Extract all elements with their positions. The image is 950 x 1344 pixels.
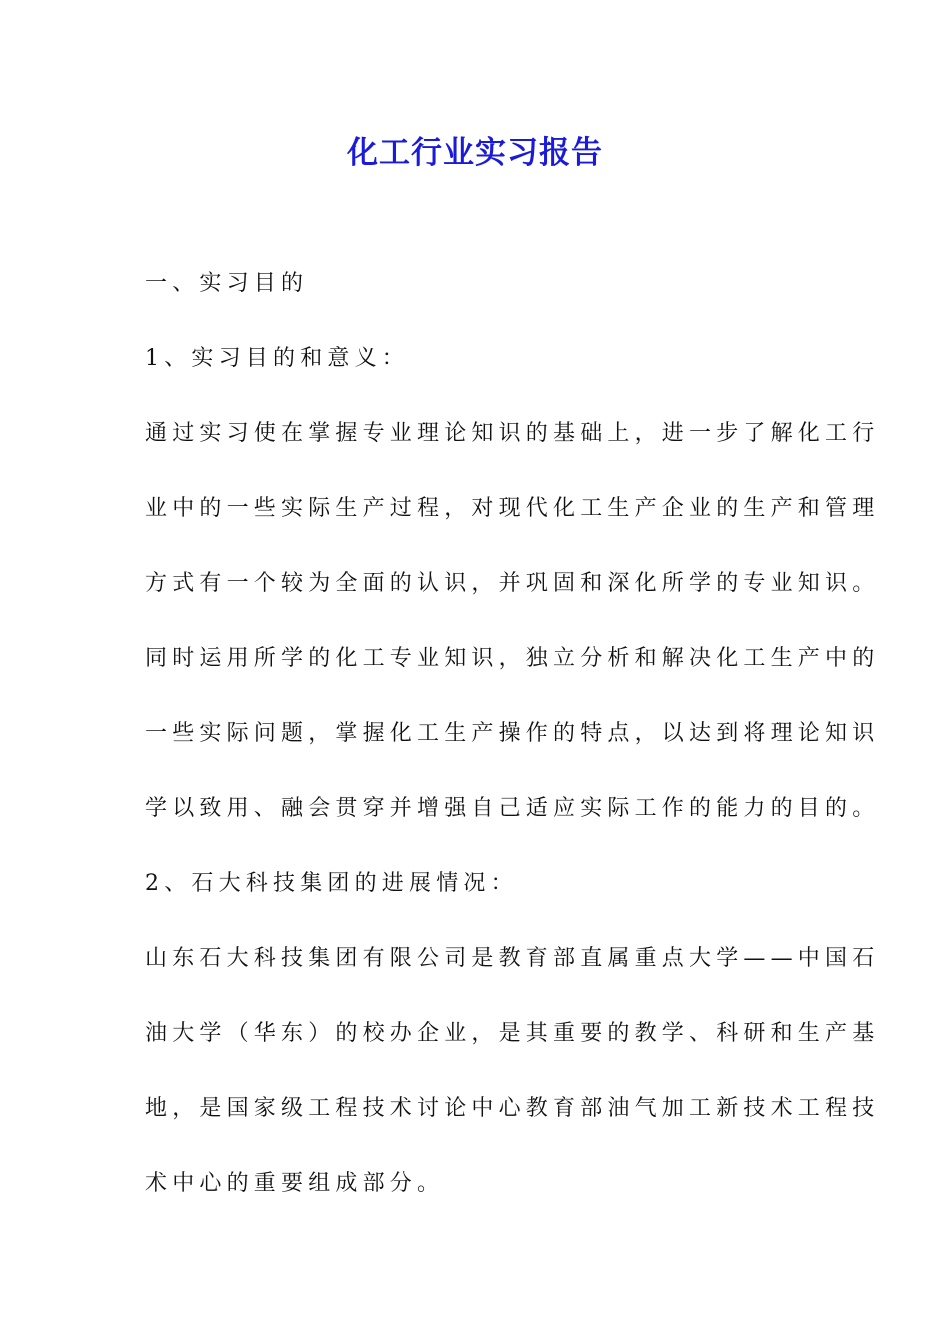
document-title: 化工行业实习报告 [347, 135, 603, 171]
paragraph-line: 山东石大科技集团有限公司是教育部直属重点大学——中国石 [145, 946, 880, 971]
paragraph-line: 一些实际问题，掌握化工生产操作的特点，以达到将理论知识 [145, 721, 880, 746]
paragraph-line: 术中心的重要组成部分。 [145, 1171, 445, 1196]
paragraph-line: 同时运用所学的化工专业知识，独立分析和解决化工生产中的 [145, 646, 880, 671]
subsection-heading: 2、石大科技集团的进展情况： [145, 871, 518, 896]
paragraph-line: 学以致用、融会贯穿并增强自己适应实际工作的能力的目的。 [145, 796, 880, 821]
section-heading: 一、实习目的 [145, 271, 309, 296]
subsection-heading: 1、实习目的和意义： [145, 346, 409, 371]
paragraph-line: 业中的一些实际生产过程，对现代化工生产企业的生产和管理 [145, 496, 880, 521]
paragraph-line: 油大学（华东）的校办企业，是其重要的教学、科研和生产基 [145, 1021, 880, 1046]
paragraph-line: 地，是国家级工程技术讨论中心教育部油气加工新技术工程技 [145, 1096, 880, 1121]
paragraph-line: 方式有一个较为全面的认识，并巩固和深化所学的专业知识。 [145, 571, 880, 596]
paragraph-line: 通过实习使在掌握专业理论知识的基础上，进一步了解化工行 [145, 421, 880, 446]
